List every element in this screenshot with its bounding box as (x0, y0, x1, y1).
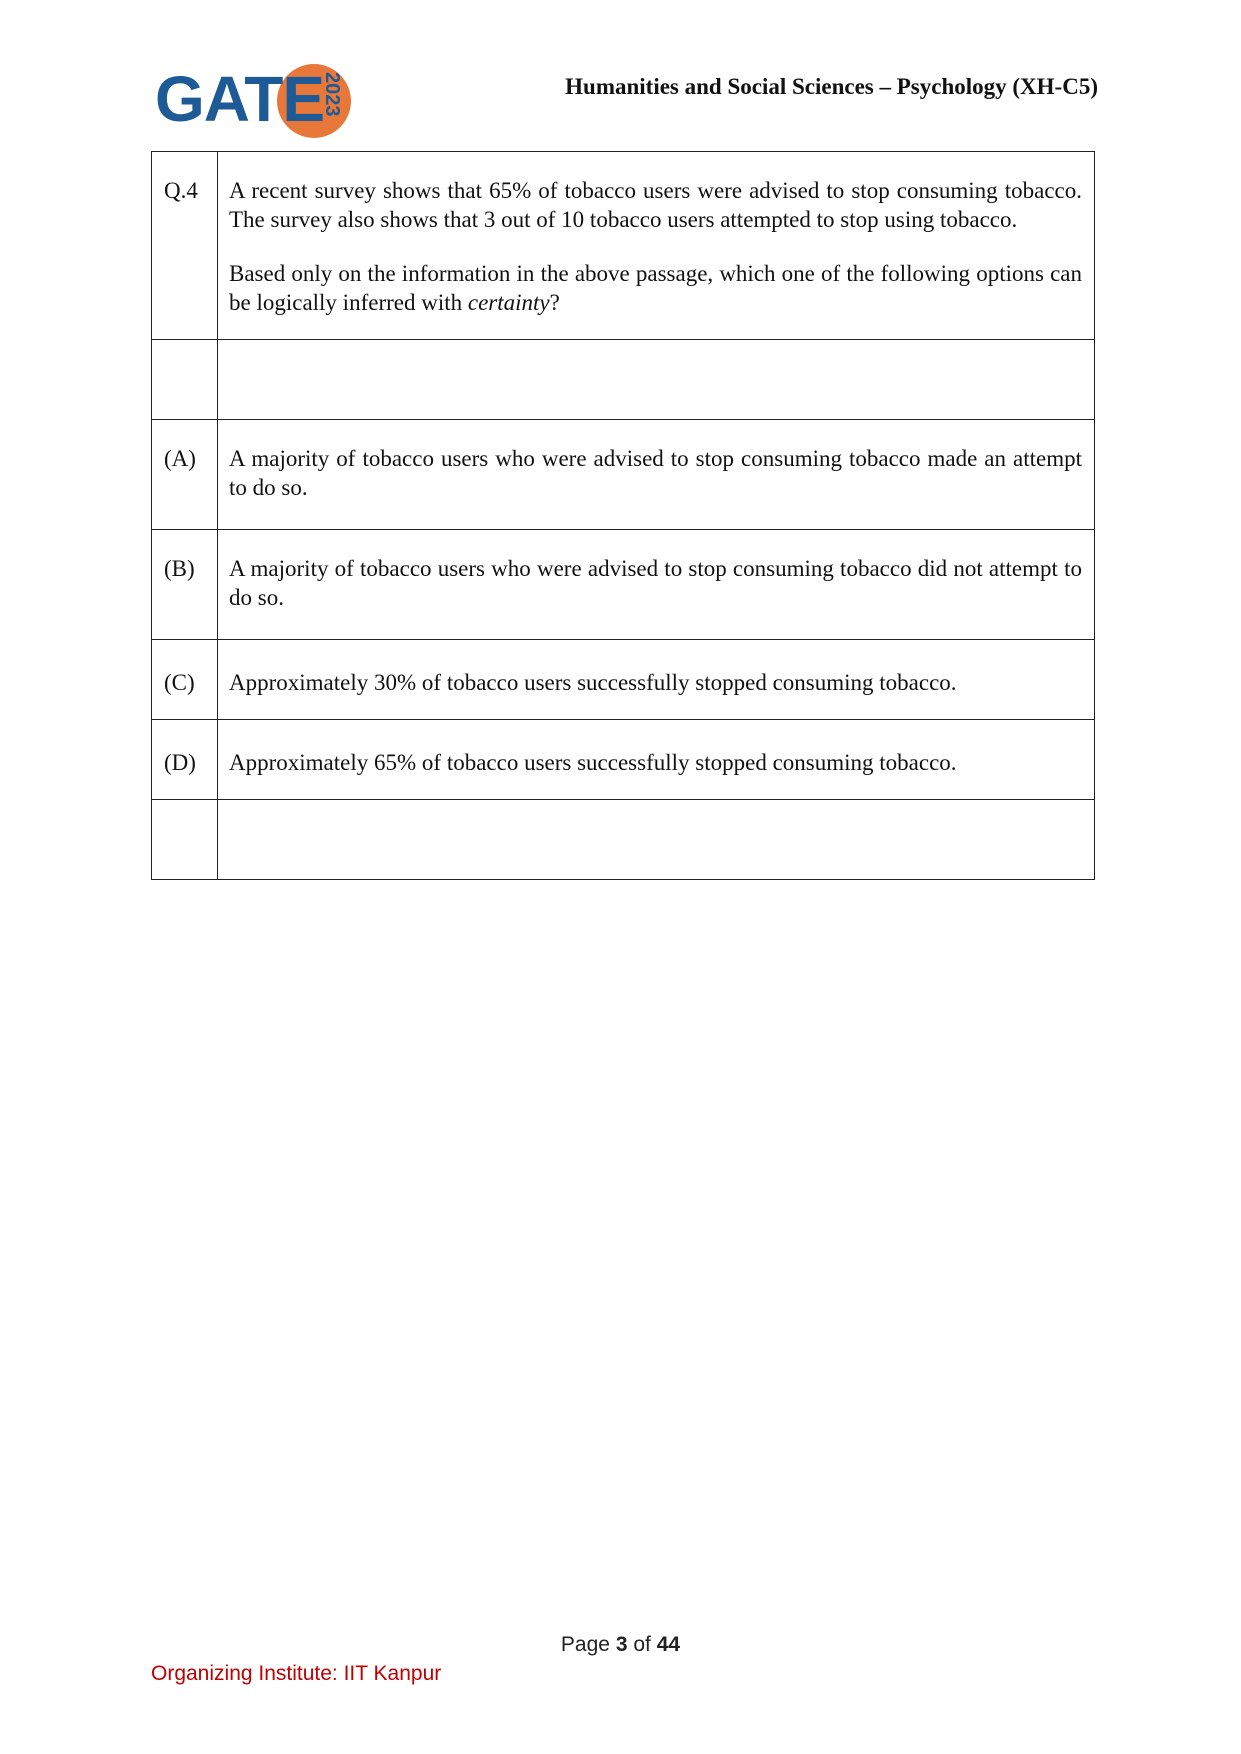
gate-2023-logo (155, 58, 355, 140)
option-text: A majority of tobacco users who were advised to stop consuming tobacco did not attempt to do so. (218, 530, 1095, 640)
question-number: Q.4 (152, 152, 218, 340)
option-label: (B) (152, 530, 218, 640)
question-row (152, 152, 1095, 340)
option-text: A majority of tobacco users who were advised to stop consuming tobacco made an attempt to do so. (218, 420, 1095, 530)
page-number: Page 3 of 44 (560, 1633, 681, 1656)
option-label: (C) (152, 640, 218, 720)
question-stem (218, 152, 1095, 340)
emphasis-certainty: certainty (467, 290, 550, 315)
option-text: Approximately 30% of tobacco users successfully stopped consuming tobacco. (218, 640, 1095, 720)
option-row-b (152, 530, 1095, 640)
stem-paragraph-2: Based only on the information in the above passage, which one of the following options can be logically inferred with certainty? (229, 261, 1082, 315)
option-row-d (152, 720, 1095, 800)
option-text: Approximately 65% of tobacco users successfully stopped consuming tobacco. (218, 720, 1095, 800)
logo-year: 2023 (321, 72, 343, 117)
option-row-c (152, 640, 1095, 720)
blank-row (152, 340, 1095, 420)
option-row-a (152, 420, 1095, 530)
stem-paragraph-1: A recent survey shows that 65% of tobacco users were advised to stop consuming tobacco. The survey also shows that 3 out of 10 tobacco users attempted to stop using tobacco. (229, 178, 1082, 232)
option-label: (A) (152, 420, 218, 530)
paper-title: Humanities and Social Sciences – Psychology (XH-C5) (565, 74, 1098, 99)
organizing-institute: Organizing Institute: IIT Kanpur (151, 1662, 442, 1685)
logo-text: GATE (155, 63, 325, 135)
question-table (151, 151, 1095, 880)
blank-row (152, 800, 1095, 880)
option-label: (D) (152, 720, 218, 800)
